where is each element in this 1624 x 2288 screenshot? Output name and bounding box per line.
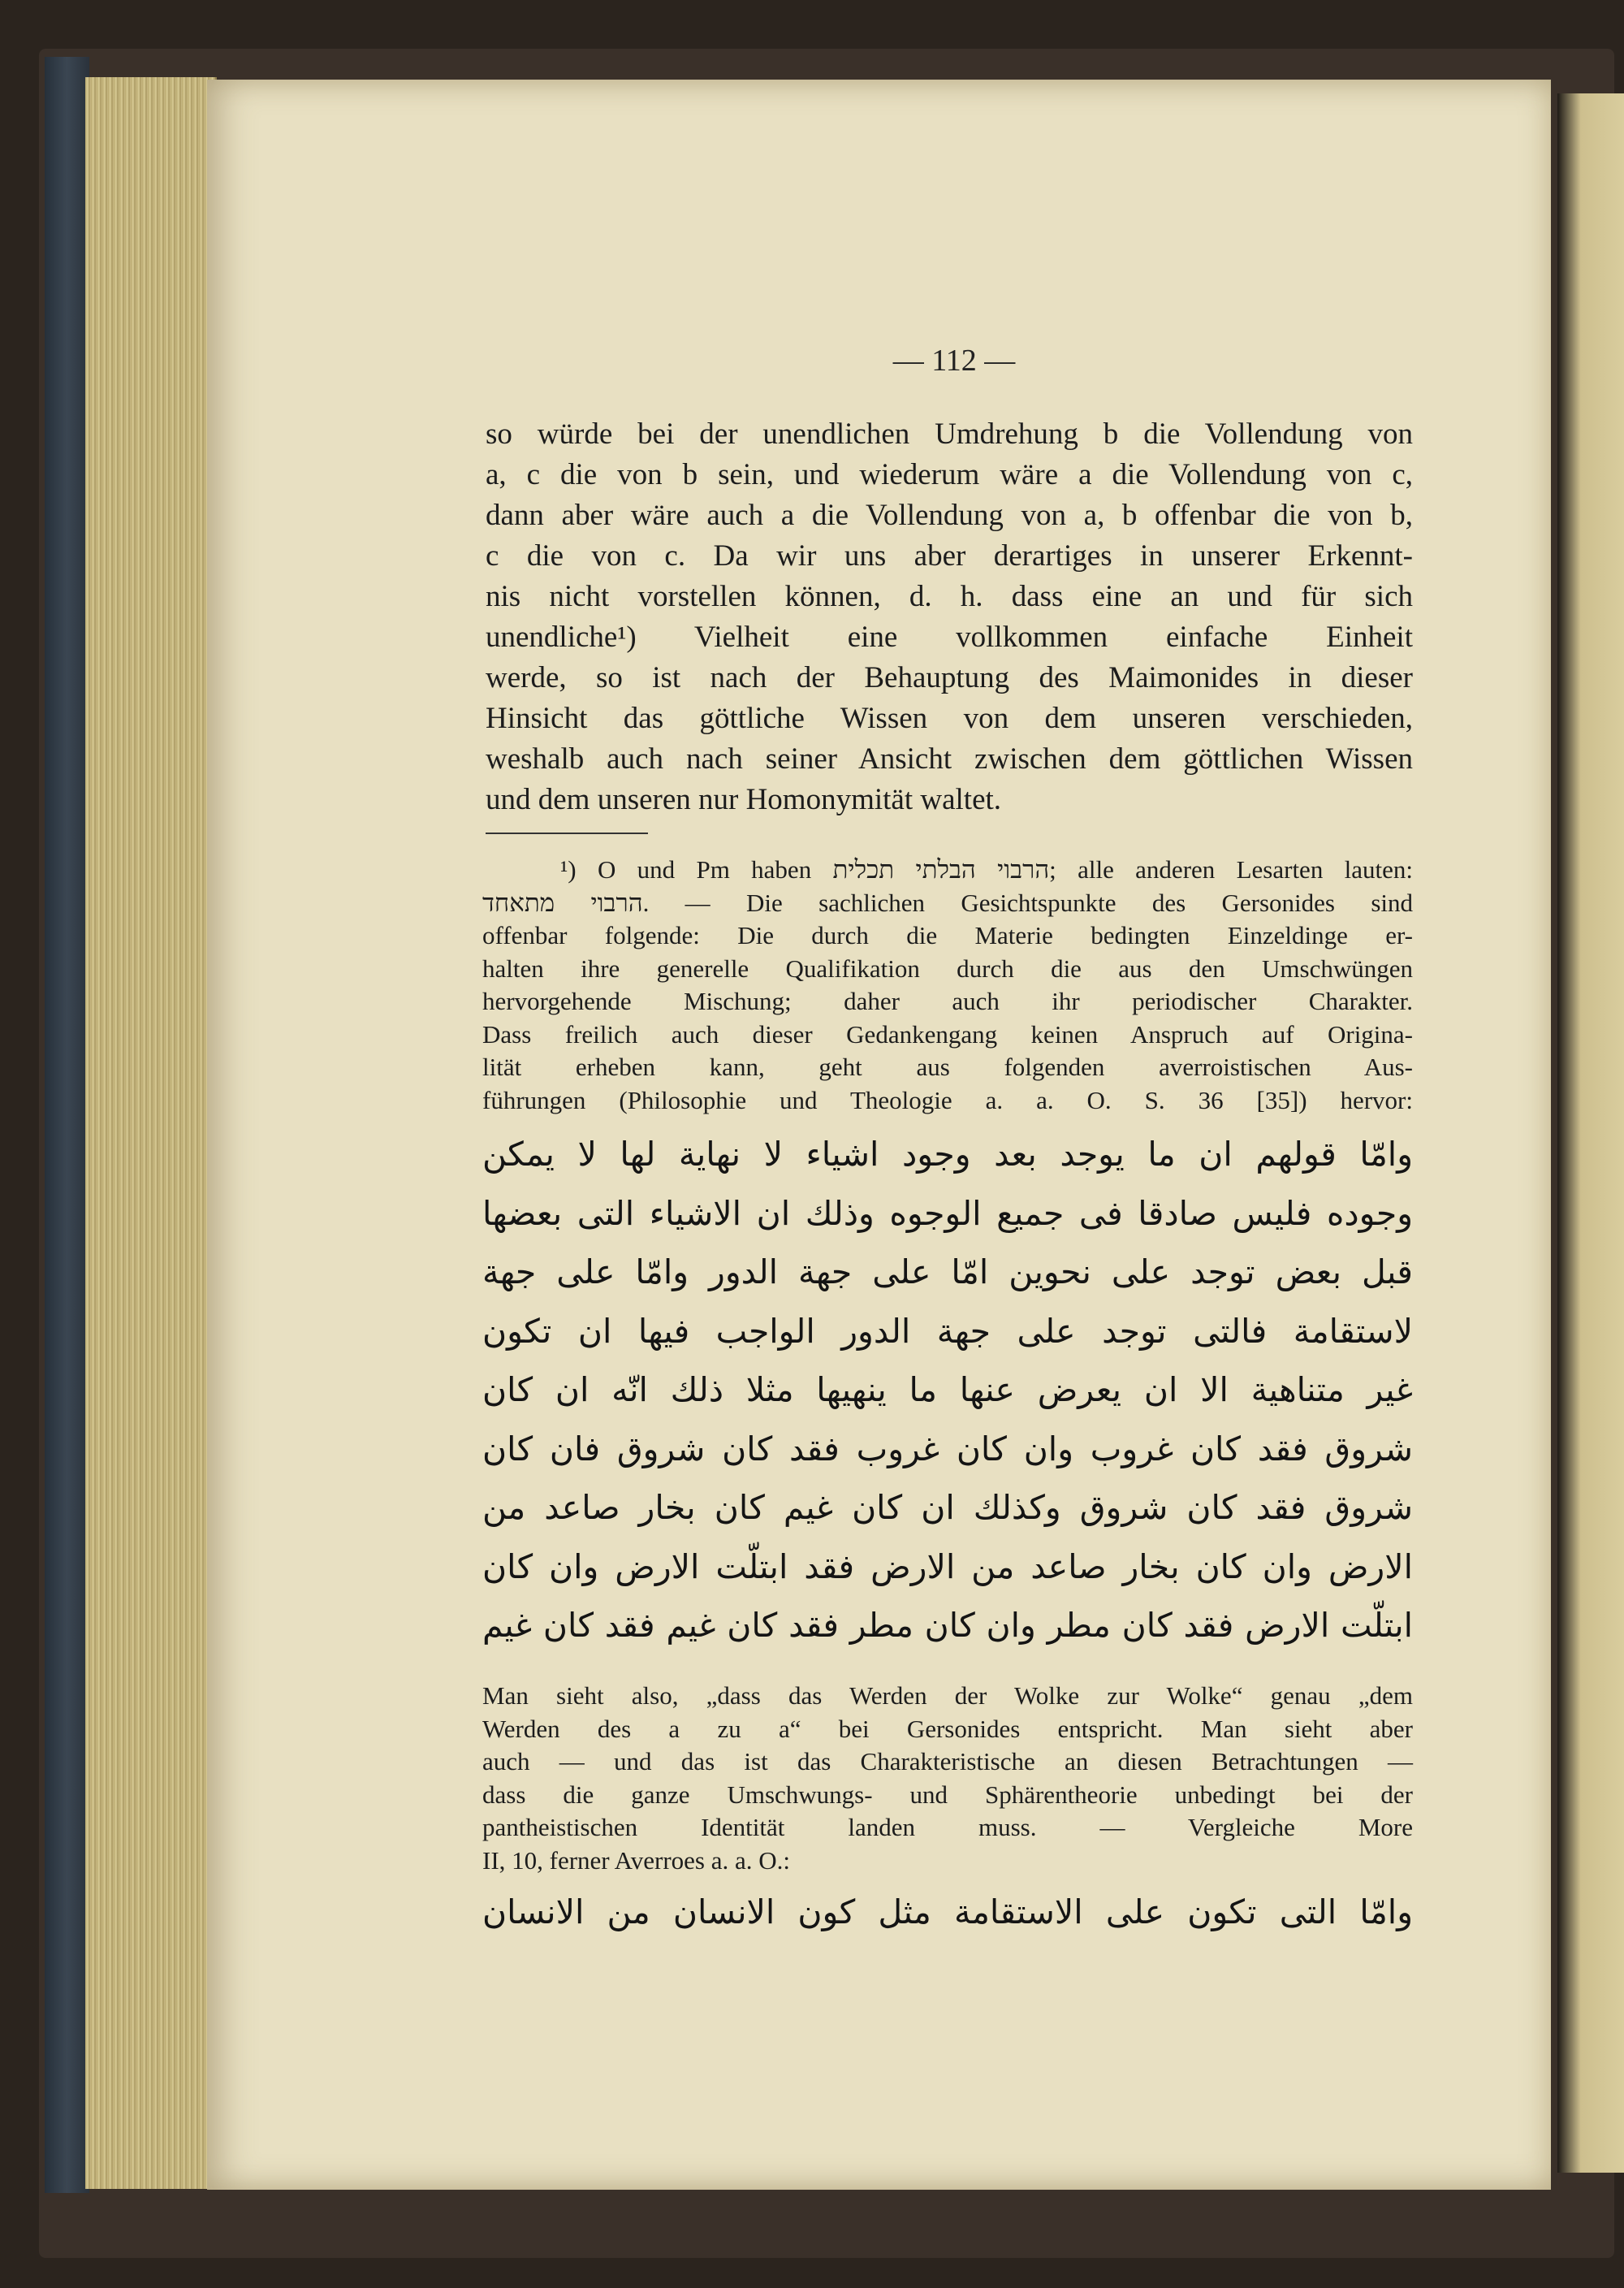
footnote-line: halten ihre generelle Qualifikation durch die aus den Umschwüngen — [482, 954, 1413, 983]
footnote-divider — [486, 833, 648, 834]
commentary-line: pantheistischen Identität landen muss. — Vergleiche More — [482, 1813, 1413, 1841]
footnote-line: offenbar folgende: Die durch die Materie bedingten Einzeldinge er- — [482, 921, 1413, 949]
arabic-line: غير متناهية الا ان يعرض عنها ما ينهيها مثلا ذلك انّه ان كان — [482, 1370, 1413, 1409]
page-number: — 112 — — [892, 344, 1016, 378]
facing-page-edge — [1557, 93, 1624, 2173]
footnote-line: hervorgehende Mischung; daher auch ihr periodischer Charakter. — [482, 987, 1413, 1015]
arabic-line: ابتلّت الارض فقد كان مطر وان كان مطر فقد كان غيم فقد كان غيم — [482, 1606, 1413, 1645]
commentary-text — [482, 1680, 1413, 1877]
footnote-line: lität erheben kann, geht aus folgenden averroistischen Aus- — [482, 1053, 1413, 1081]
main-line: unendliche¹) Vielheit eine vollkommen einfache Einheit — [486, 621, 1413, 654]
arabic-line: وجوده فليس صادقا فى جميع الوجوه وذلك ان الاشياء التى بعضها — [482, 1193, 1413, 1233]
main-line: Hinsicht das göttliche Wissen von dem unseren verschieden, — [486, 702, 1413, 735]
footnote — [482, 854, 1413, 1117]
commentary-line: Man sieht also, „dass das Werden der Wolke zur Wolke“ genau „dem — [482, 1681, 1413, 1710]
arabic-line: وامّا قولهم ان ما يوجد بعد وجود اشياء لا نهاية لها لا يمكن — [482, 1135, 1413, 1174]
book-spine — [45, 57, 89, 2193]
arabic-line: لاستقامة فالتى توجد على جهة الدور الواجب فيها ان تكون — [482, 1311, 1413, 1351]
footnote-line: Dass freilich auch dieser Gedankengang keinen Anspruch auf Origina- — [482, 1019, 1413, 1049]
main-line: nis nicht vorstellen können, d. h. dass eine an und für sich — [486, 580, 1413, 613]
commentary-line: Werden des a zu a“ bei Gersonides entspricht. Man sieht aber — [482, 1714, 1413, 1743]
main-line: a, c die von b sein, und wiederum wäre a die Vollendung von c, — [486, 458, 1413, 491]
arabic-line: شروق فقد كان غروب وان كان غروب فقد كان شروق فان كان — [482, 1429, 1413, 1468]
arabic-closing-line: وامّا التى تكون على الاستقامة مثل كون الانسان من الانسان — [482, 1892, 1413, 1931]
main-line: und dem unseren nur Homonymität waltet. — [486, 783, 1002, 816]
main-line: werde, so ist nach der Behauptung des Maimonides in dieser — [486, 661, 1413, 694]
footnote-line: führungen (Philosophie und Theologie a. a. O. S. 36 [35]) hervor: — [482, 1085, 1413, 1114]
main-line: weshalb auch nach seiner Ansicht zwischen dem göttlichen Wissen — [486, 742, 1413, 776]
commentary-line: II, 10, ferner Averroes a. a. O.: — [482, 1845, 791, 1875]
arabic-line: شروق فقد كان شروق وكذلك ان كان غيم كان بخار صاعد من — [482, 1488, 1413, 1527]
arabic-line: الارض وان كان بخار صاعد من الارض فقد ابتلّت الارض وان كان — [482, 1546, 1413, 1586]
arabic-quotation — [482, 1125, 1413, 1655]
footnote-line: הרבוי מתאחד. — Die sachlichen Gesichtspunkte des Gersonides sind — [482, 888, 1414, 917]
commentary-line: auch — und das ist das Charakteristische an diesen Betrachtungen — — [482, 1747, 1413, 1775]
arabic-line: قبل بعض توجد على نحوين امّا على جهة الدور وامّا على جهة — [482, 1252, 1413, 1291]
main-line: so würde bei der unendlichen Umdrehung b die Vollendung von — [486, 417, 1413, 451]
page-edges — [85, 77, 217, 2189]
main-text — [486, 414, 1413, 820]
footnote-line: ¹) O und Pm haben הרבוי הבלתי תכלית; alle anderen Lesarten lauten: — [560, 855, 1413, 884]
main-line: c die von c. Da wir uns aber derartiges in unserer Erkennt- — [486, 539, 1413, 573]
main-line: dann aber wäre auch a die Vollendung von a, b offenbar die von b, — [486, 499, 1413, 532]
commentary-line: dass die ganze Umschwungs- und Sphärentheorie unbedingt bei der — [482, 1780, 1413, 1809]
